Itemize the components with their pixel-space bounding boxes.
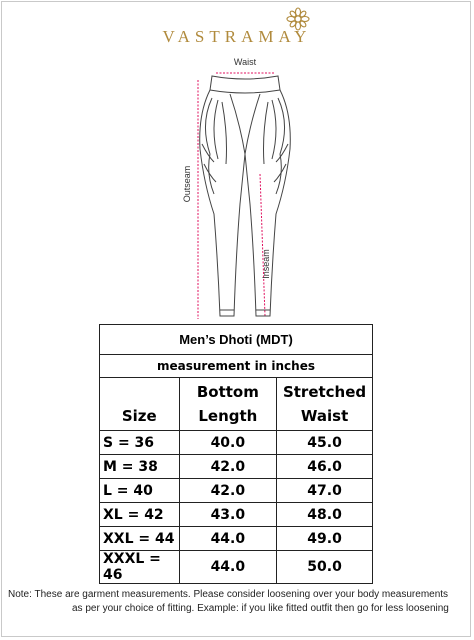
inseam-label: Inseam [261,249,271,279]
table-row [100,527,373,551]
header-bottom-length [179,378,277,431]
cell-bottom-length: 40.0 [179,431,277,455]
cell-stretched-waist: 50.0 [277,551,373,584]
brand-name: VASTRAMAY [162,27,312,46]
cell-stretched-waist: 47.0 [277,479,373,503]
cell-stretched-waist: 48.0 [277,503,373,527]
table-header-row [100,378,373,431]
table-row [100,431,373,455]
note-line2: as per your choice of fitting. Example: if you like fitted outfit then go for less loosening [72,603,449,614]
table-row [100,455,373,479]
outseam-label: Outseam [182,165,192,203]
cell-bottom-length: 42.0 [179,455,277,479]
measurement-note [8,588,468,616]
cell-size: XL = 42 [100,503,180,527]
table-unit: measurement in inches [100,355,373,378]
waist-label: Waist [233,57,257,67]
cell-bottom-length: 44.0 [179,551,277,584]
inseam-measure-line [260,174,265,316]
cell-stretched-waist: 49.0 [277,527,373,551]
header-size: Size [100,378,180,431]
mandala-logo-icon [285,6,311,32]
size-chart-table [99,324,373,584]
cell-bottom-length: 44.0 [179,527,277,551]
cell-size: XXL = 44 [100,527,180,551]
header-stretched-waist [277,378,373,431]
table-row [100,503,373,527]
cell-stretched-waist: 46.0 [277,455,373,479]
cell-bottom-length: 42.0 [179,479,277,503]
brand-header [0,27,474,47]
note-line1: Note: These are garment measurements. Please consider loosening over your body measurements [8,589,449,600]
table-title-row [100,325,373,355]
header-waist-line2: Waist [300,407,349,425]
header-waist-line1: Stretched [282,383,367,401]
cell-size: L = 40 [100,479,180,503]
dhoti-diagram [170,54,320,324]
header-bottom-line1: Bottom [196,383,259,401]
table-title: Men’s Dhoti (MDT) [100,325,373,355]
cell-size: XXXL = 46 [100,551,180,584]
table-row [100,551,373,584]
table-row [100,479,373,503]
cell-size: S = 36 [100,431,180,455]
table-unit-row [100,355,373,378]
cell-stretched-waist: 45.0 [277,431,373,455]
dhoti-outline [200,76,291,316]
cell-bottom-length: 43.0 [179,503,277,527]
header-bottom-line2: Length [198,407,258,425]
cell-size: M = 38 [100,455,180,479]
